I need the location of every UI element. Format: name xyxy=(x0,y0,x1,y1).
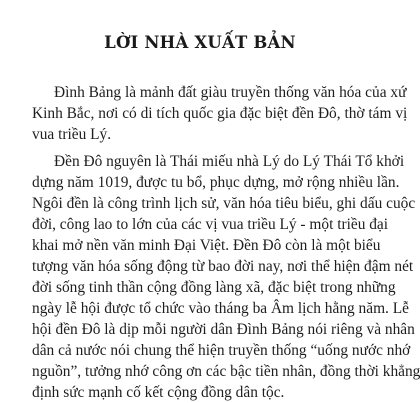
paragraph-2-line-1: Đền Đô nguyên là Thái miếu nhà Lý do Lý Thái Tổ khởi xyxy=(54,153,405,170)
paragraph-2-line-10: dân cả nước nói chung thể hiện truyền thống “uống nước nhớ xyxy=(32,342,411,359)
paragraph-2-line-9: hội đền Đô là dịp mỗi người dân Đình Bảng nói riêng và nhân xyxy=(32,321,415,338)
page-title: LỜI NHÀ XUẤT BẢN xyxy=(104,33,296,52)
paragraph-2-line-3: Ngôi đền là công trình lịch sử, văn hóa tiêu biểu, ghi dấu cuộc xyxy=(32,195,416,212)
paragraph-2-line-11: nguồn”, tưởng nhớ công ơn các bậc tiền nhân, đồng thời khẳng xyxy=(32,363,420,380)
paragraph-2-line-2: dựng năm 1019, được tu bổ, phục dựng, mở rộng nhiều lần. xyxy=(32,174,400,191)
paragraph-2-line-6: tượng văn hóa sống động từ bao đời nay, nơi thể hiện đậm nét xyxy=(32,258,414,275)
paragraph-2-line-8: ngày lễ hội được tổ chức vào tháng ba Âm lịch hằng năm. Lễ xyxy=(32,300,409,317)
paragraph-2-line-4: đời, công lao to lớn của các vị vua triều Lý - một triều đại xyxy=(32,216,389,233)
paragraph-2-line-7: đời sống tinh thần cộng đồng làng xã, đặc biệt trong những xyxy=(32,279,396,296)
paragraph-1-line-1: Đình Bảng là mảnh đất giàu truyền thống văn hóa của xứ xyxy=(54,84,407,101)
paragraph-2-line-5: khai mở nền văn minh Đại Việt. Đền Đô còn là một biểu xyxy=(32,237,381,254)
paragraph-2-line-12: định sức mạnh cố kết cộng đồng dân tộc. xyxy=(32,384,285,401)
paragraph-1-line-3: vua triều Lý. xyxy=(32,126,112,143)
paragraph-1-line-2: Kinh Bắc, nơi có di tích quốc gia đặc biệt đền Đô, thờ tám vị xyxy=(32,105,408,122)
